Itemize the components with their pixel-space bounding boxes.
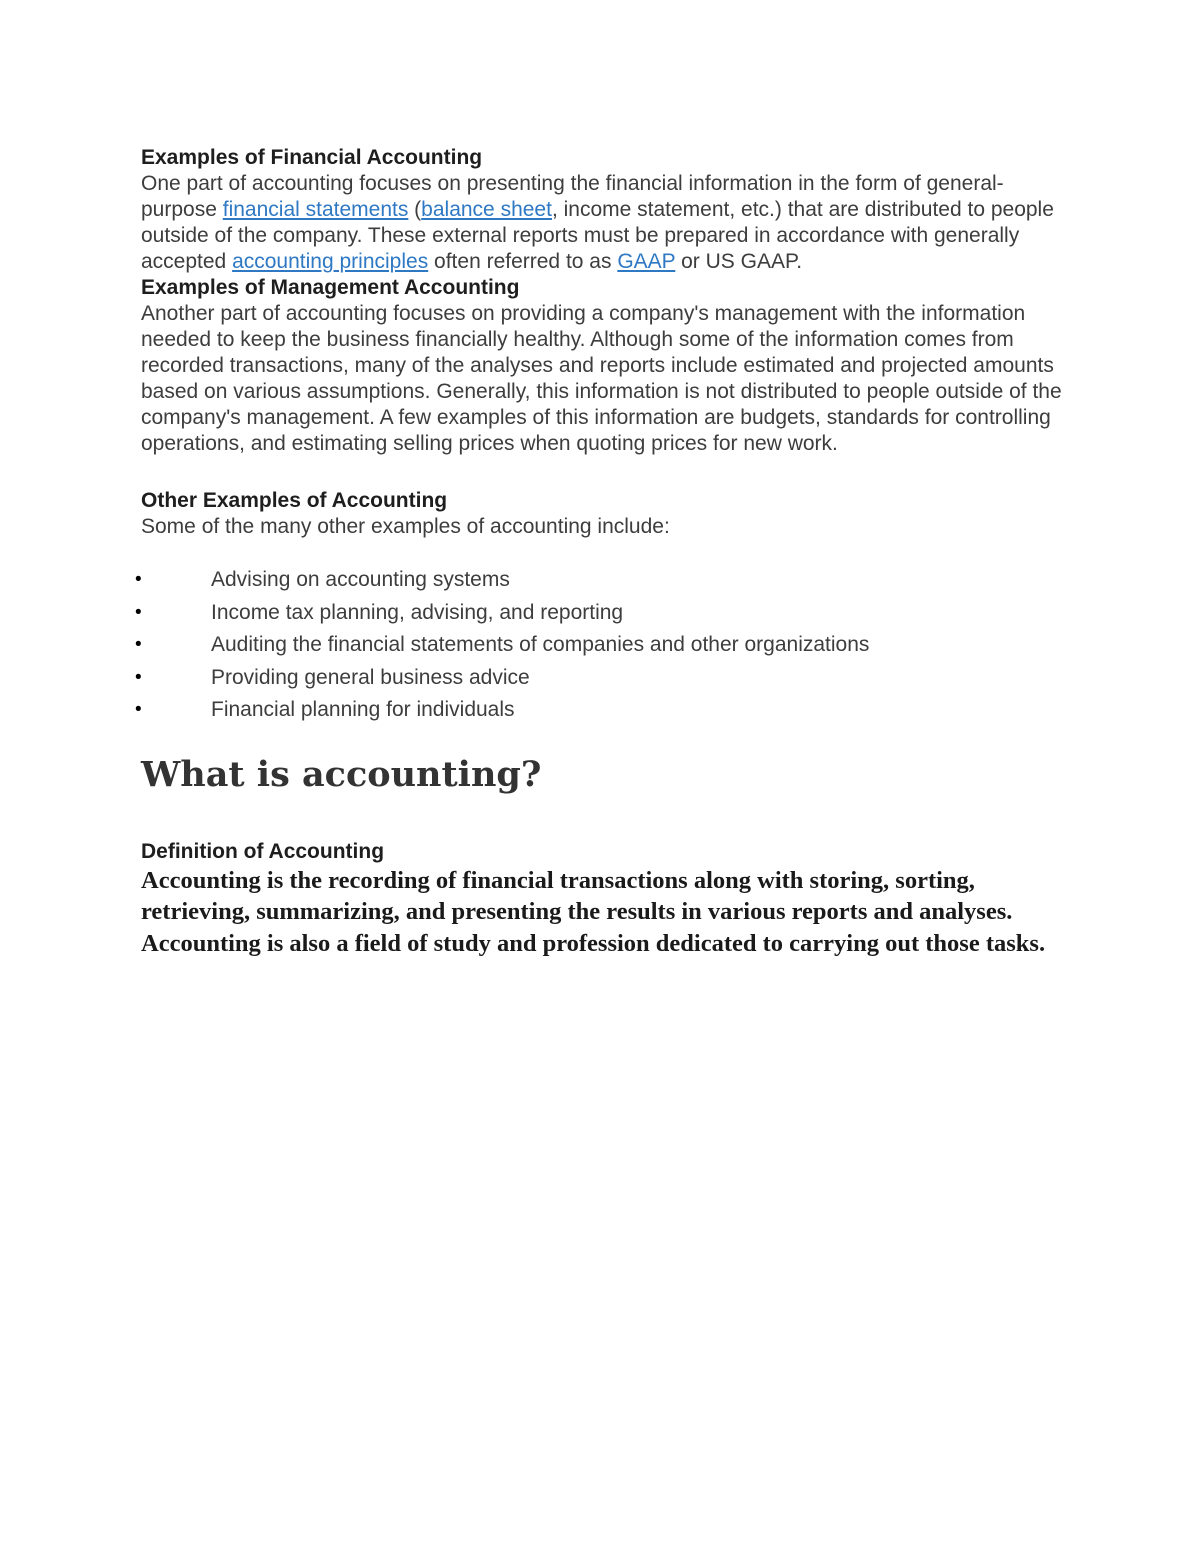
financial-accounting-paragraph	[141, 171, 1071, 275]
list-item-text: Providing general business advice	[211, 665, 530, 689]
document-page	[135, 145, 1071, 959]
list-item-text: Financial planning for individuals	[211, 698, 515, 721]
other-examples-heading: Other Examples of Accounting	[141, 489, 448, 512]
financial-statements-link[interactable]: financial statements	[222, 198, 409, 221]
bullet-icon: •	[135, 699, 142, 720]
financial-accounting-heading: Examples of Financial Accounting	[141, 146, 483, 169]
list-item	[135, 597, 1071, 630]
bullet-icon: •	[135, 601, 142, 623]
financial-text-3: , income statement, etc.) that are distributed to people outside of the company. These external reports must be prepared in accordance with generally accepted	[141, 198, 1054, 273]
management-accounting-heading: Examples of Management Accounting	[141, 276, 520, 299]
list-item	[135, 694, 1071, 727]
other-examples-intro: Some of the many other examples of accounting include:	[141, 515, 670, 538]
bullet-icon: •	[135, 666, 142, 688]
financial-text-2: (	[408, 198, 422, 221]
management-accounting-paragraph: Another part of accounting focuses on providing a company's management with the information needed to keep the business financially healthy. Although some of the information comes from recorded transactions, many of the analyses and reports include estimated and projected amounts based on various assumptions. Generally, this information is not distributed to people outside of the company's management. A few examples of this information are budgets, standards for controlling operations, and estimating selling prices when quoting prices for new work.	[141, 302, 1062, 455]
balance-sheet-link[interactable]: balance sheet	[421, 198, 552, 221]
gaap-link[interactable]: GAAP	[617, 250, 676, 273]
bullet-icon: •	[135, 634, 142, 655]
list-item	[135, 564, 1071, 597]
bullet-icon: •	[135, 569, 142, 590]
accounting-principles-link[interactable]: accounting principles	[232, 250, 429, 273]
financial-text-4: often referred to as	[428, 250, 618, 273]
financial-text-1: One part of accounting focuses on presenting the financial information in the form of general-purpose	[141, 172, 1004, 221]
list-item	[135, 662, 1071, 695]
list-item-text: Auditing the financial statements of companies and other organizations	[211, 633, 870, 656]
definition-heading: Definition of Accounting	[141, 839, 385, 863]
list-item-text: Income tax planning, advising, and reporting	[211, 600, 624, 624]
list-item-text: Advising on accounting systems	[211, 568, 510, 591]
definition-paragraph: Accounting is the recording of financial transactions along with storing, sorting, retrieving, summarizing, and presenting the results in various reports and analyses. Accounting is also a field of study and profession dedicated to carrying out those tasks.	[141, 866, 1046, 957]
what-is-accounting-title: What is accounting?	[141, 753, 542, 795]
other-examples-list	[135, 564, 1071, 727]
financial-text-5: or US GAAP.	[675, 250, 803, 273]
list-item	[135, 629, 1071, 662]
